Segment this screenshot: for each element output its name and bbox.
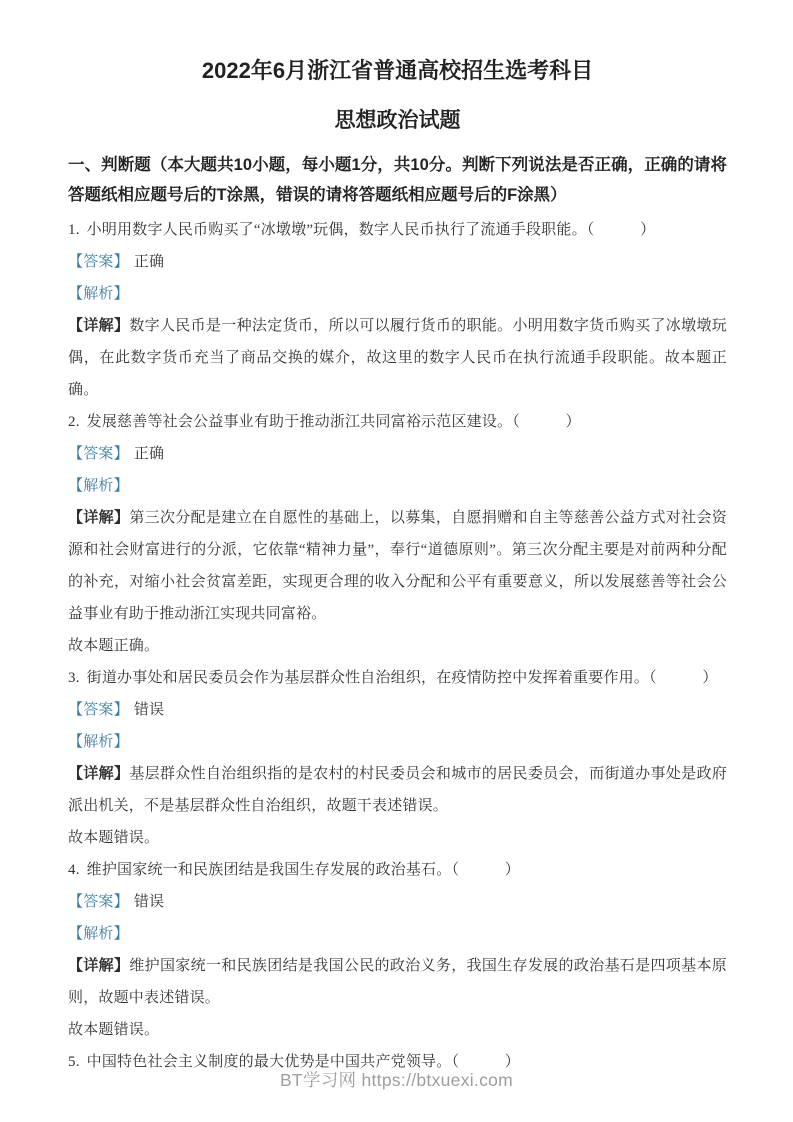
questions-content bbox=[68, 214, 727, 1078]
answer-label: 【答案】 bbox=[68, 254, 129, 271]
question-statement: 维护国家统一和民族团结是我国生存发展的政治基石。（ ） bbox=[86, 862, 520, 879]
answer-label: 【答案】 bbox=[68, 702, 129, 719]
detail-label: 【详解】 bbox=[68, 318, 130, 335]
analysis-line bbox=[68, 918, 727, 950]
document-subtitle: 思想政治试题 bbox=[334, 108, 461, 132]
answer-value: 正确 bbox=[133, 254, 165, 271]
detail-label: 【详解】 bbox=[68, 510, 130, 527]
analysis-label: 【解析】 bbox=[68, 286, 129, 303]
answer-line bbox=[68, 438, 727, 470]
question-statement: 中国特色社会主义制度的最大优势是中国共产党领导。（ ） bbox=[86, 1054, 520, 1071]
detail-text: 数字人民币是一种法定货币，所以可以履行货币的职能。小明用数字货币购买了冰墩墩玩偶，在此数字货币充当了商品交换的媒介，故这里的数字人民币在执行流通手段职能。故本题正确。 bbox=[68, 318, 727, 399]
question-line bbox=[68, 854, 727, 886]
question-number: 1. bbox=[68, 222, 80, 239]
answer-label: 【答案】 bbox=[68, 446, 129, 463]
answer-line bbox=[68, 694, 727, 726]
answer-value: 正确 bbox=[133, 446, 165, 463]
analysis-line bbox=[68, 278, 727, 310]
answer-label: 【答案】 bbox=[68, 894, 129, 911]
question-block-1 bbox=[68, 214, 727, 406]
conclusion-line: 故本题错误。 bbox=[68, 830, 160, 847]
question-block-4 bbox=[68, 854, 727, 1046]
detail-paragraph bbox=[68, 758, 727, 822]
answer-line bbox=[68, 246, 727, 278]
question-statement: 发展慈善等社会公益事业有助于推动浙江共同富裕示范区建设。（ ） bbox=[86, 414, 581, 431]
question-line bbox=[68, 214, 727, 246]
analysis-label: 【解析】 bbox=[68, 926, 129, 943]
question-number: 3. bbox=[68, 670, 80, 687]
watermark-site-link[interactable]: BT学习网 https://btxuexi.com bbox=[279, 1070, 514, 1090]
document-title: 2022年6月浙江省普通高校招生选考科目 bbox=[201, 58, 594, 83]
question-statement: 街道办事处和居民委员会作为基层群众性自治组织，在疫情防控中发挥着重要作用。（ ） bbox=[86, 670, 718, 687]
analysis-line bbox=[68, 726, 727, 758]
detail-text: 维护国家统一和民族团结是我国公民的政治义务，我国生存发展的政治基石是四项基本原则，故题中表述错误。 bbox=[68, 958, 727, 1007]
analysis-label: 【解析】 bbox=[68, 734, 129, 751]
detail-text: 基层群众性自治组织指的是农村的村民委员会和城市的居民委员会，而街道办事处是政府派出机关，不是基层群众性自治组织，故题干表述错误。 bbox=[68, 766, 727, 815]
conclusion-line: 故本题正确。 bbox=[68, 638, 160, 655]
detail-paragraph bbox=[68, 310, 727, 406]
question-number: 5. bbox=[68, 1054, 80, 1071]
analysis-line bbox=[68, 470, 727, 502]
answer-value: 错误 bbox=[133, 702, 165, 719]
question-block-2 bbox=[68, 406, 727, 662]
analysis-label: 【解析】 bbox=[68, 478, 129, 495]
detail-label: 【详解】 bbox=[68, 766, 130, 783]
detail-text: 第三次分配是建立在自愿性的基础上，以募集，自愿捐赠和自主等慈善公益方式对社会资源和社会财富进行的分派，它依靠“精神力量”，奉行“道德原则”。第三次分配主要是对前两种分配的补充，对缩小社会贫富差距，实现更合理的收入分配和公平有重要意义，所以发展慈善等社会公益事业有助于推动浙江实现共同富裕。 bbox=[68, 510, 727, 623]
answer-line bbox=[68, 886, 727, 918]
question-statement: 小明用数字人民币购买了“冰墩墩”玩偶，数字人民币执行了流通手段职能。（ ） bbox=[86, 222, 656, 239]
detail-label: 【详解】 bbox=[68, 958, 130, 975]
detail-paragraph bbox=[68, 950, 727, 1014]
question-number: 4. bbox=[68, 862, 80, 879]
question-line bbox=[68, 406, 727, 438]
conclusion-line: 故本题错误。 bbox=[68, 1022, 160, 1039]
question-line bbox=[68, 662, 727, 694]
detail-paragraph bbox=[68, 502, 727, 630]
question-number: 2. bbox=[68, 414, 80, 431]
section-one-heading: 一、判断题（本大题共10小题，每小题1分，共10分。判断下列说法是否正确，正确的请将答题纸相应题号后的T涂黑，错误的请将答题纸相应题号后的F涂黑） bbox=[68, 156, 727, 205]
answer-value: 错误 bbox=[133, 894, 165, 911]
question-block-3 bbox=[68, 662, 727, 854]
